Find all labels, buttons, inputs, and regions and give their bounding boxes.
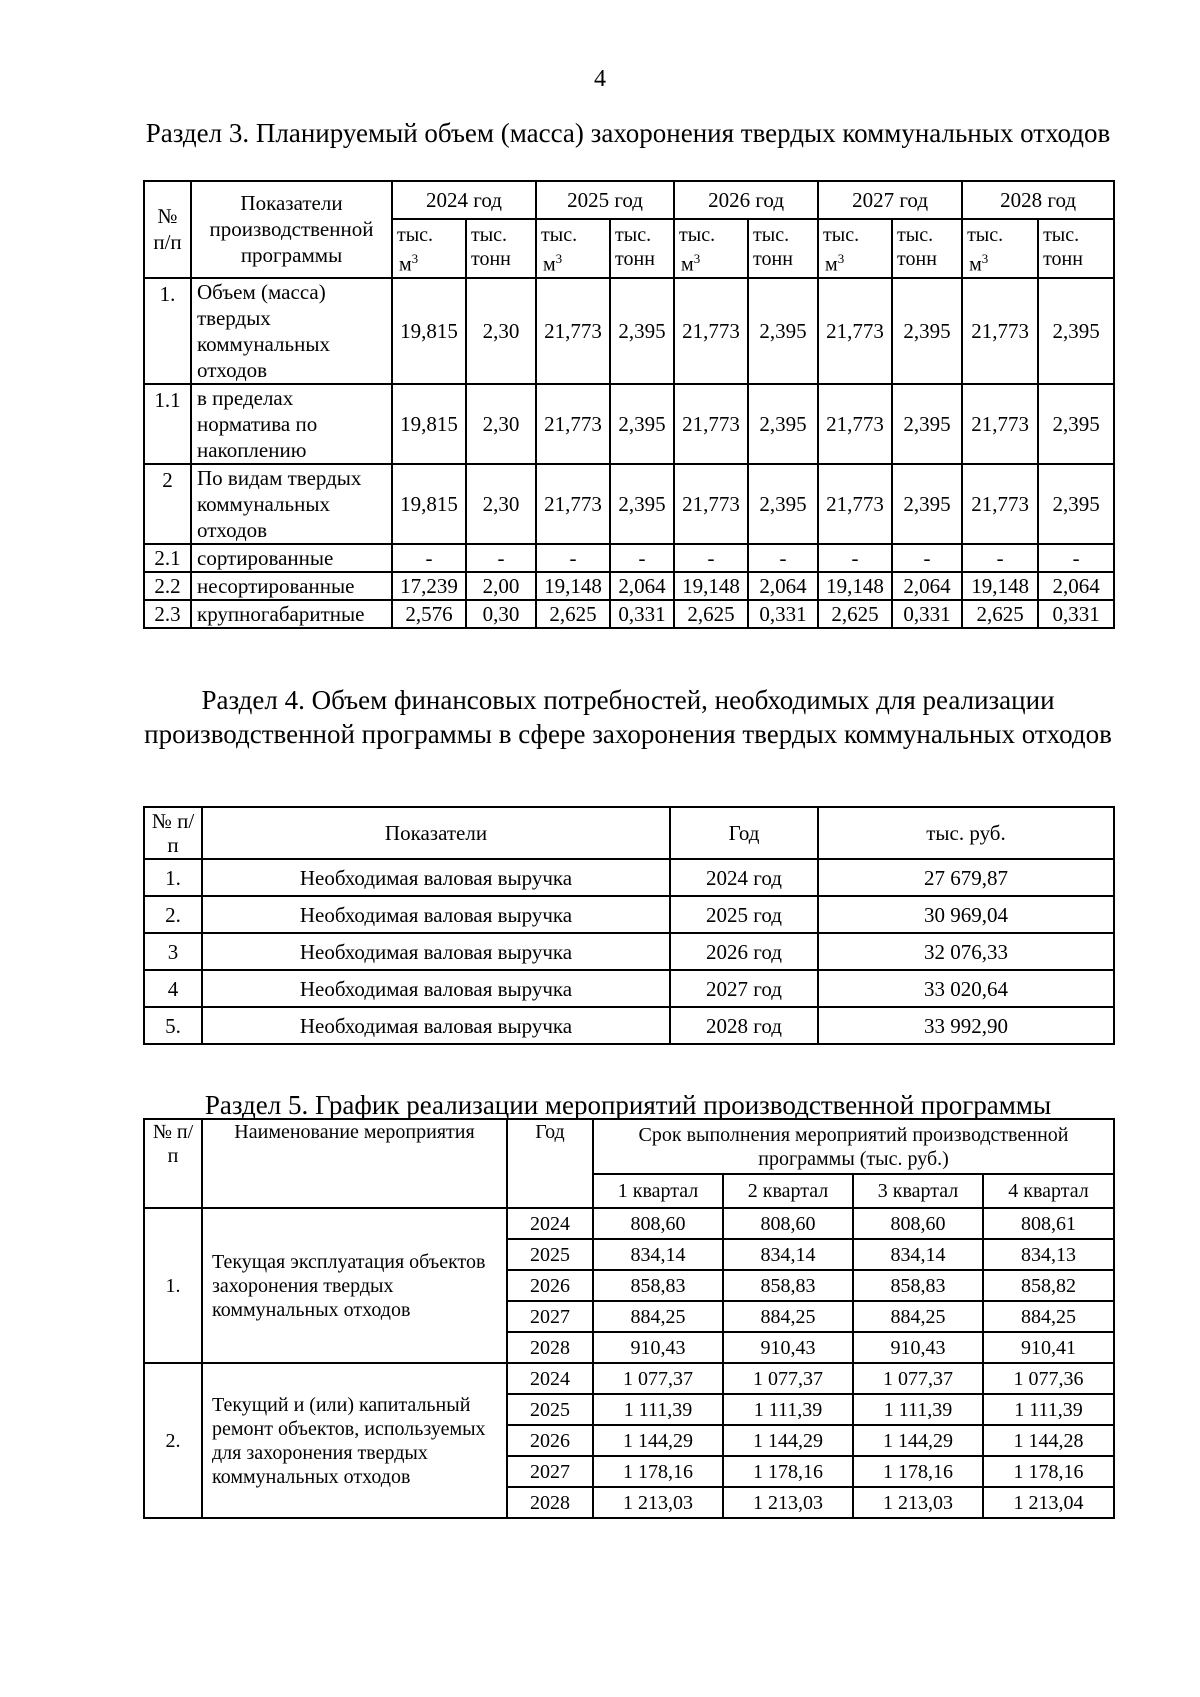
quarter-value: 1 077,37 — [853, 1363, 983, 1394]
unit-t-header — [892, 219, 962, 278]
row-value: 2,395 — [1038, 384, 1114, 464]
year-header: 2027 год — [818, 181, 962, 219]
unit-superscript: 3 — [693, 251, 701, 266]
row-value: 21,773 — [674, 278, 748, 384]
row-value: 21,773 — [962, 384, 1038, 464]
quarter-value: 834,14 — [593, 1239, 723, 1270]
row-value: - — [818, 544, 892, 572]
row-value: 19,815 — [392, 464, 466, 544]
quarter-value: 1 178,16 — [983, 1456, 1114, 1487]
unit-label — [965, 247, 1035, 277]
unit-label: тонн — [753, 248, 793, 270]
quarter-value: 1 213,03 — [723, 1487, 853, 1518]
quarter-value: 1 144,29 — [593, 1425, 723, 1456]
quarter-value: 1 111,39 — [983, 1394, 1114, 1425]
quarter-value: 1 178,16 — [723, 1456, 853, 1487]
col-indicator-header: Показатели — [202, 807, 670, 859]
row-value: 33 992,90 — [818, 1007, 1114, 1044]
row-year: 2027 — [507, 1456, 593, 1487]
quarter-value: 1 111,39 — [723, 1394, 853, 1425]
year-header: 2025 год — [536, 181, 674, 219]
unit-m3-header — [962, 219, 1038, 278]
quarter-value: 884,25 — [983, 1301, 1114, 1332]
col-term-header: Срок выполнения мероприятий производственной программы (тыс. руб.) — [593, 1119, 1114, 1174]
row-value: 2,395 — [610, 464, 674, 544]
row-value: 0,331 — [748, 600, 818, 628]
quarter-value: 808,61 — [983, 1208, 1114, 1239]
row-value: 2,395 — [892, 464, 962, 544]
table-row — [144, 1208, 1114, 1239]
unit-label: тонн — [615, 248, 655, 270]
table-row — [144, 278, 1114, 384]
row-value: 21,773 — [818, 278, 892, 384]
quarter-value: 1 144,29 — [723, 1425, 853, 1456]
row-value: 2,00 — [466, 572, 536, 600]
event-name: Текущая эксплуатация объектов захоронения твердых коммунальных отходов — [202, 1208, 507, 1363]
row-value: 2,064 — [892, 572, 962, 600]
quarter-value: 1 213,04 — [983, 1487, 1114, 1518]
row-value: 0,331 — [892, 600, 962, 628]
unit-label: тыс. — [615, 224, 652, 246]
row-number: 2.2 — [144, 572, 191, 600]
quarter-header: 4 квартал — [983, 1174, 1114, 1208]
row-year: 2024 — [507, 1208, 593, 1239]
unit-label: тыс. — [1043, 224, 1080, 246]
row-year: 2026 — [507, 1425, 593, 1456]
row-value: 2,625 — [962, 600, 1038, 628]
row-value: 2,064 — [1038, 572, 1114, 600]
row-year: 2024 — [507, 1363, 593, 1394]
col-year-header: Год — [670, 807, 818, 859]
col-event-header: Наименование мероприятия — [202, 1119, 507, 1208]
table-row — [144, 970, 1114, 1007]
quarter-value: 1 178,16 — [853, 1456, 983, 1487]
row-year: 2026 — [507, 1270, 593, 1301]
section5-table — [143, 1118, 1115, 1519]
row-value: 2,30 — [466, 464, 536, 544]
section3-table — [143, 180, 1115, 629]
quarter-value: 1 111,39 — [853, 1394, 983, 1425]
row-year: 2025 — [507, 1239, 593, 1270]
quarter-value: 858,82 — [983, 1270, 1114, 1301]
row-year: 2027 — [507, 1301, 593, 1332]
row-value: - — [536, 544, 610, 572]
quarter-value: 808,60 — [723, 1208, 853, 1239]
quarter-value: 808,60 — [853, 1208, 983, 1239]
row-value: 33 020,64 — [818, 970, 1114, 1007]
unit-label — [821, 247, 889, 277]
row-no: 3 — [144, 933, 202, 970]
row-no: 5. — [144, 1007, 202, 1044]
row-value: 27 679,87 — [818, 859, 1114, 896]
unit-label: м — [969, 253, 982, 276]
event-number: 1. — [144, 1208, 202, 1363]
table-row — [144, 896, 1114, 933]
row-number: 2.1 — [144, 544, 191, 572]
row-value: 21,773 — [818, 384, 892, 464]
quarter-value: 834,14 — [723, 1239, 853, 1270]
row-number: 1. — [144, 278, 191, 384]
col-no-header: № п/п — [144, 807, 202, 859]
row-value: 2,395 — [892, 278, 962, 384]
col-year-header: Год — [507, 1119, 593, 1208]
row-value: 2,395 — [1038, 464, 1114, 544]
row-no: 1. — [144, 859, 202, 896]
row-value: 30 969,04 — [818, 896, 1114, 933]
row-no: 2. — [144, 896, 202, 933]
row-year: 2026 год — [670, 933, 818, 970]
quarter-value: 1 213,03 — [593, 1487, 723, 1518]
quarter-header: 3 квартал — [853, 1174, 983, 1208]
unit-label — [539, 247, 607, 277]
row-value: 19,148 — [962, 572, 1038, 600]
page-number: 4 — [594, 66, 606, 92]
unit-label: тыс. — [471, 224, 508, 246]
row-name: Необходимая валовая выручка — [202, 1007, 670, 1044]
row-value: 2,395 — [892, 384, 962, 464]
table-row — [144, 544, 1114, 572]
quarter-value: 1 144,29 — [853, 1425, 983, 1456]
unit-label: тыс. — [679, 224, 716, 246]
row-name: Необходимая валовая выручка — [202, 859, 670, 896]
row-value: 19,148 — [674, 572, 748, 600]
row-value: 2,395 — [748, 278, 818, 384]
row-value: 21,773 — [962, 464, 1038, 544]
col-value-header: тыс. руб. — [818, 807, 1114, 859]
unit-label: тонн — [897, 248, 937, 270]
row-name: в пределах норматива по накоплению — [191, 384, 392, 464]
col-no-header: № п/п — [144, 1119, 202, 1208]
row-value: 19,148 — [536, 572, 610, 600]
row-value: 2,395 — [1038, 278, 1114, 384]
row-year: 2028 — [507, 1487, 593, 1518]
unit-label: м — [681, 253, 694, 276]
row-value: 2,064 — [610, 572, 674, 600]
row-name: Необходимая валовая выручка — [202, 896, 670, 933]
year-header: 2028 год — [962, 181, 1114, 219]
row-name: По видам твердых коммунальных отходов — [191, 464, 392, 544]
unit-superscript: 3 — [981, 251, 989, 266]
table-row — [144, 1007, 1114, 1044]
unit-label: м — [399, 253, 412, 276]
quarter-value: 1 144,28 — [983, 1425, 1114, 1456]
row-year: 2025 год — [670, 896, 818, 933]
row-value: 2,395 — [610, 278, 674, 384]
quarter-value: 858,83 — [593, 1270, 723, 1301]
unit-superscript: 3 — [837, 251, 845, 266]
row-value: 21,773 — [674, 464, 748, 544]
unit-label: тонн — [471, 248, 511, 270]
quarter-value: 884,25 — [853, 1301, 983, 1332]
unit-label: тыс. — [753, 224, 790, 246]
unit-m3-header — [392, 219, 466, 278]
row-value: 2,395 — [610, 384, 674, 464]
quarter-header: 1 квартал — [593, 1174, 723, 1208]
row-year: 2025 — [507, 1394, 593, 1425]
table-row — [144, 859, 1114, 896]
row-value: - — [674, 544, 748, 572]
row-year: 2024 год — [670, 859, 818, 896]
quarter-value: 884,25 — [593, 1301, 723, 1332]
table-row — [144, 933, 1114, 970]
table-row — [144, 384, 1114, 464]
event-number: 2. — [144, 1363, 202, 1518]
row-value: 21,773 — [962, 278, 1038, 384]
row-number: 1.1 — [144, 384, 191, 464]
year-header: 2024 год — [392, 181, 536, 219]
row-value: - — [466, 544, 536, 572]
quarter-header: 2 квартал — [723, 1174, 853, 1208]
quarter-value: 1 077,37 — [723, 1363, 853, 1394]
row-value: - — [892, 544, 962, 572]
unit-t-header — [1038, 219, 1114, 278]
year-header: 2026 год — [674, 181, 818, 219]
quarter-value: 910,41 — [983, 1332, 1114, 1363]
row-value: 21,773 — [536, 278, 610, 384]
row-value: 2,064 — [748, 572, 818, 600]
row-value: - — [962, 544, 1038, 572]
unit-label: м — [825, 253, 838, 276]
table-row — [144, 572, 1114, 600]
row-name: сортированные — [191, 544, 392, 572]
unit-label — [395, 247, 463, 277]
row-value: 0,331 — [610, 600, 674, 628]
row-year: 2028 — [507, 1332, 593, 1363]
col-indicator-header: Показатели производственной программы — [191, 181, 392, 278]
unit-label: тыс. — [823, 224, 860, 246]
row-value: 19,148 — [818, 572, 892, 600]
unit-label: тыс. — [967, 224, 1004, 246]
row-value: 17,239 — [392, 572, 466, 600]
row-value: - — [748, 544, 818, 572]
row-value: 32 076,33 — [818, 933, 1114, 970]
unit-superscript: 3 — [411, 251, 419, 266]
unit-label — [677, 247, 745, 277]
table-row — [144, 1363, 1114, 1394]
table-row — [144, 600, 1114, 628]
unit-label: тыс. — [897, 224, 934, 246]
row-value: 2,625 — [674, 600, 748, 628]
table-row — [144, 464, 1114, 544]
unit-m3-header — [674, 219, 748, 278]
row-name: Необходимая валовая выручка — [202, 933, 670, 970]
unit-t-header — [610, 219, 674, 278]
event-name: Текущий и (или) капитальный ремонт объектов, используемых для захоронения твердых коммунальных отходов — [202, 1363, 507, 1518]
quarter-value: 1 213,03 — [853, 1487, 983, 1518]
unit-label: тыс. — [541, 224, 578, 246]
row-value: - — [1038, 544, 1114, 572]
unit-m3-header — [818, 219, 892, 278]
row-value: 0,331 — [1038, 600, 1114, 628]
unit-label: тыс. — [397, 224, 434, 246]
row-name: крупногабаритные — [191, 600, 392, 628]
row-name: Объем (масса) твердых коммунальных отходов — [191, 278, 392, 384]
unit-label: м — [543, 253, 556, 276]
section5-title: Раздел 5. График реализации мероприятий производственной программы — [204, 1090, 1052, 1120]
quarter-value: 1 111,39 — [593, 1394, 723, 1425]
unit-superscript: 3 — [555, 251, 563, 266]
quarter-value: 910,43 — [853, 1332, 983, 1363]
row-value: 19,815 — [392, 278, 466, 384]
quarter-value: 1 178,16 — [593, 1456, 723, 1487]
section4-title: Раздел 4. Объем финансовых потребностей, необходимых для реализации производственной программы в сфере захоронения твердых коммунальных отходов — [144, 685, 1112, 749]
row-year: 2027 год — [670, 970, 818, 1007]
quarter-value: 1 077,37 — [593, 1363, 723, 1394]
row-value: 2,30 — [466, 278, 536, 384]
quarter-value: 884,25 — [723, 1301, 853, 1332]
row-value: 2,395 — [748, 384, 818, 464]
row-value: 21,773 — [674, 384, 748, 464]
row-name: несортированные — [191, 572, 392, 600]
row-value: 2,576 — [392, 600, 466, 628]
quarter-value: 834,14 — [853, 1239, 983, 1270]
quarter-value: 834,13 — [983, 1239, 1114, 1270]
row-year: 2028 год — [670, 1007, 818, 1044]
quarter-value: 808,60 — [593, 1208, 723, 1239]
row-value: - — [610, 544, 674, 572]
row-value: - — [392, 544, 466, 572]
quarter-value: 910,43 — [593, 1332, 723, 1363]
col-no-header: № п/п — [144, 181, 191, 278]
section4-table — [143, 806, 1115, 1045]
unit-t-header — [748, 219, 818, 278]
unit-m3-header — [536, 219, 610, 278]
row-name: Необходимая валовая выручка — [202, 970, 670, 1007]
row-value: 21,773 — [818, 464, 892, 544]
row-value: 19,815 — [392, 384, 466, 464]
quarter-value: 858,83 — [853, 1270, 983, 1301]
section3-title: Раздел 3. Планируемый объем (масса) захоронения твердых коммунальных отходов — [145, 118, 1111, 148]
row-number: 2.3 — [144, 600, 191, 628]
quarter-value: 910,43 — [723, 1332, 853, 1363]
unit-t-header — [466, 219, 536, 278]
row-value: 2,625 — [536, 600, 610, 628]
unit-label: тонн — [1043, 248, 1083, 270]
row-value: 21,773 — [536, 464, 610, 544]
row-value: 21,773 — [536, 384, 610, 464]
row-value: 0,30 — [466, 600, 536, 628]
row-value: 2,395 — [748, 464, 818, 544]
quarter-value: 858,83 — [723, 1270, 853, 1301]
row-value: 2,30 — [466, 384, 536, 464]
quarter-value: 1 077,36 — [983, 1363, 1114, 1394]
row-number: 2 — [144, 464, 191, 544]
row-no: 4 — [144, 970, 202, 1007]
row-value: 2,625 — [818, 600, 892, 628]
